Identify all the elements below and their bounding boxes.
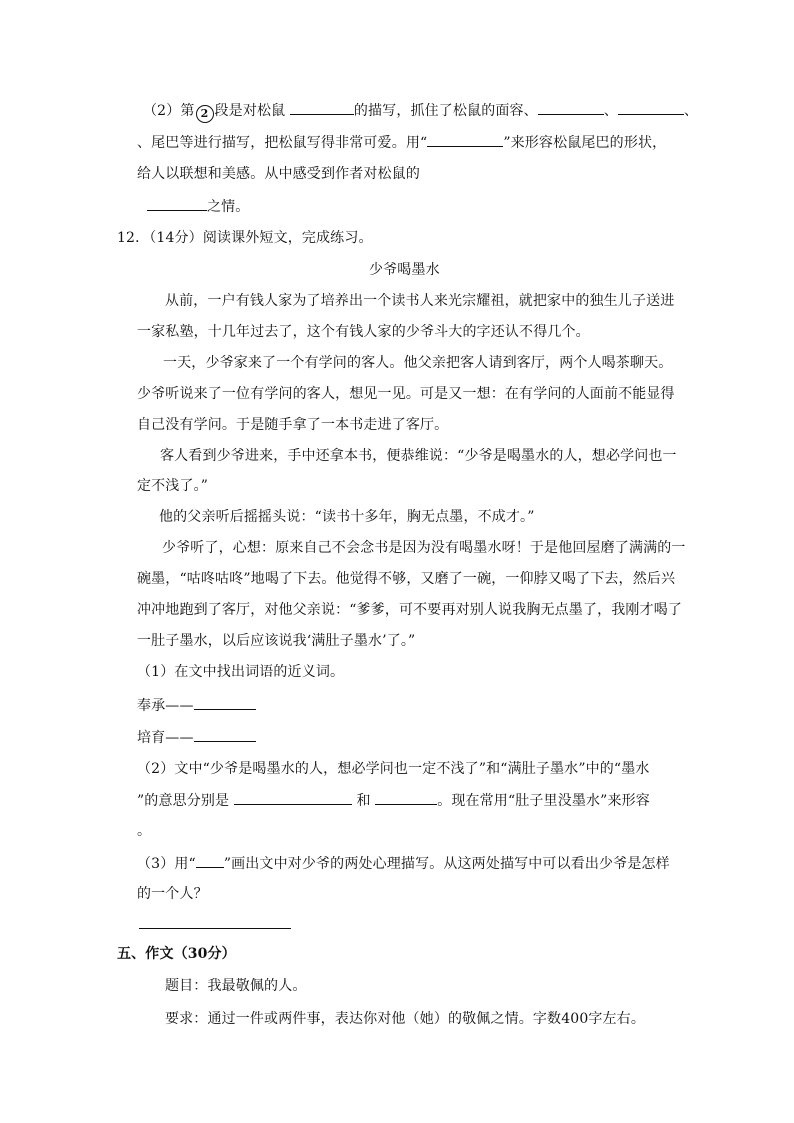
- subquestion-2-line-1: （2）文中“少爷是喝墨水的人，想必学问也一定不浅了”和“满肚子墨水”中的“墨水: [137, 761, 650, 777]
- answer-blank[interactable]: [147, 196, 207, 211]
- answer-blank[interactable]: [234, 790, 352, 805]
- q2-line-4: 之情。: [147, 196, 249, 217]
- passage-line: 客人看到少爷进来，手中还拿本书，便恭维说：“少爷是喝墨水的人，想必学问也一: [160, 448, 677, 464]
- passage-line: 冲冲地跑到了客厅，对他父亲说：“爹爹，可不要再对别人说我胸无点墨了，我刚才喝了: [137, 602, 683, 618]
- passage-line: 定不浅了。”: [137, 478, 209, 494]
- answer-blank[interactable]: [618, 100, 684, 115]
- answer-blank[interactable]: [538, 100, 604, 115]
- passage-line: 他的父亲听后摇摇头说：“读书十多年，胸无点墨，不成才。”: [159, 509, 535, 525]
- synonym-item-2: 培育——: [137, 727, 256, 748]
- q2-line-1: （2）第 2 段是对松鼠 的描写，抓住了松鼠的面容、 、 、: [143, 100, 698, 123]
- essay-topic: 题目：我最敬佩的人。: [165, 978, 307, 994]
- q2-line-3: 给人以联想和美感。从中感受到作者对松鼠的: [137, 166, 420, 182]
- answer-blank[interactable]: [194, 695, 256, 710]
- subquestion-2-line-2: ”的意思分别是 和 。现在常用“肚子里没墨水”来形容: [137, 790, 650, 811]
- passage-line: 碗墨，“咕咚咕咚”地喝了下去。他觉得不够，又磨了一碗，一仰脖又喝了下去，然后兴: [137, 571, 676, 587]
- passage-line: 一家私塾，十几年过去了，这个有钱人家的少爷斗大的字还认不得几个。: [137, 324, 590, 340]
- answer-line[interactable]: [139, 928, 291, 929]
- q12-header: 12．（14分）阅读课外短文，完成练习。: [117, 230, 373, 246]
- q2-label: （2）第: [143, 103, 195, 119]
- passage-line: 一天，少爷家来了一个有学问的客人。他父亲把客人请到客厅，两个人喝茶聊天。: [163, 355, 673, 371]
- passage-line: 从前，一户有钱人家为了培养出一个读书人来光宗耀祖，就把家中的独生儿子送进: [165, 293, 675, 309]
- subquestion-2-line-3: 。: [137, 823, 152, 839]
- passage-line: 一肚子墨水，以后应该说我‘满肚子墨水’了。”: [137, 633, 416, 649]
- q2-line-2: 、尾巴等进行描写，把松鼠写得非常可爱。用“ ”来形容松鼠尾巴的形状，: [137, 132, 666, 153]
- passage-line: 少爷听了，心想：原来自己不会念书是因为没有喝墨水呀！于是他回屋磨了满满的一: [162, 540, 686, 556]
- passage-line: 少爷听说来了一位有学问的客人，想见一见。可是又一想：在有学问的人面前不能显得: [137, 386, 675, 402]
- subquestion-3-line-1: （3）用“ ”画出文中对少爷的两处心理描写。从这两处描写中可以看出少爷是怎样: [137, 853, 670, 874]
- answer-blank[interactable]: [375, 790, 437, 805]
- subquestion-1: （1）在文中找出词语的近义词。: [137, 664, 345, 680]
- synonym-item-1: 奉承——: [137, 695, 256, 716]
- answer-blank[interactable]: [427, 132, 503, 147]
- answer-blank[interactable]: [194, 727, 256, 742]
- passage-title: 少爷喝墨水: [369, 262, 440, 278]
- circled-number-icon: 2: [196, 105, 214, 123]
- essay-requirement: 要求：通过一件或两件事，表达你对他（她）的敬佩之情。字数400字左右。: [165, 1011, 645, 1027]
- underline-sample: [196, 853, 224, 868]
- passage-line: 自己没有学问。于是随手拿了一本书走进了客厅。: [137, 417, 449, 433]
- answer-blank[interactable]: [290, 100, 354, 115]
- subquestion-3-line-2: 的一个人？: [137, 886, 208, 902]
- section-5-header: 五、作文（30分）: [117, 946, 236, 962]
